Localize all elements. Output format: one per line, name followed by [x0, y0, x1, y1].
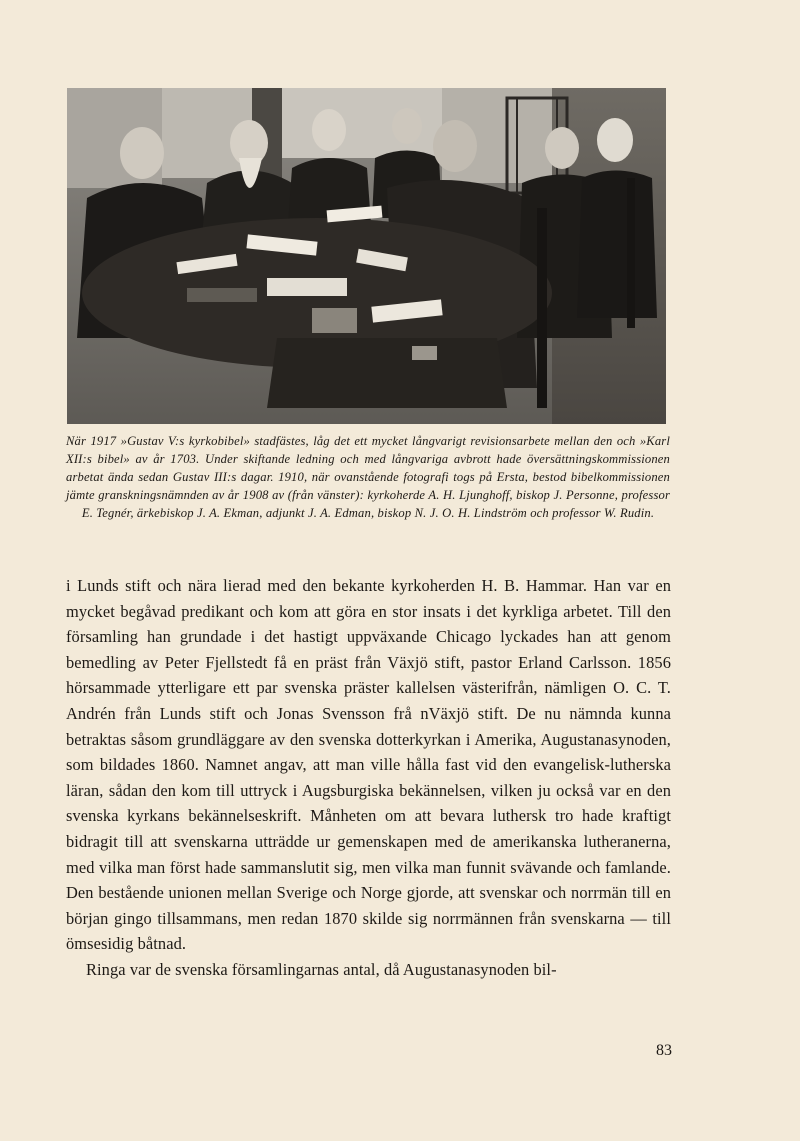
photograph-image	[67, 88, 666, 424]
photo-caption: När 1917 »Gustav V:s kyrkobibel» stadfästes, låg det ett mycket långvarigt revisionsarbete mellan den och »Karl XII:s bibel» av år 1703. Under skiftande ledning och med långvariga avbrott hade översättningskommissionen arbetat ända sedan Gustav III:s dagar. 1910, när ovanstående fotografi togs på Ersta, bestod bibelkommissionen jämte granskningsnämnden av år 1908 av (från vänster): kyrkoherde A. H. Ljunghoff, biskop J. Personne, professor E. Tegnér, ärkebiskop J. A. Ekman, adjunkt J. A. Edman, biskop N. J. O. H. Lindström och professor W. Rudin.	[66, 434, 670, 521]
body-text	[66, 573, 671, 983]
page-number: 83	[656, 1042, 672, 1059]
paragraph: i Lunds stift och nära lierad med den bekante kyrkoherden H. B. Hammar. Han var en mycket begåvad predikant och kom att göra en stor insats i det kyrkliga arbetet. Till den församling han grundade i det hastigt uppväxande Chicago lyckades han att genom bemedling av Peter Fjellstedt få en präst från Växjö stift, pastor Erland Carlsson. 1856 hörsammade ytterligare ett par svenska präster kallelsen västerifrån, nämligen O. C. T. Andrén från Lunds stift och Jonas Svensson frå nVäxjö stift. De nu nämnda kunna betraktas såsom grundläggare av den svenska dotterkyrkan i Amerika, Augustanasynoden, som bildades 1860. Namnet angav, att man ville hålla fast vid den evangelisk-lutherska läran, sådan den kom till uttryck i Augsburgiska bekännelsen, vilken ju också var en den svenska kyrkans bekännelseskrift. Månheten om att bevara luthersk tro hade kraftigt bidragit till att svenskarna utträdde ur gemenskapen med de amerikanska lutheranerna, med vilka man först hade sammanslutit sig, men vilka man funnit svävande och famlande. Den bestående unionen mellan Sverige och Norge gjorde, att svenskar och norrmän till en början gingo tillsammans, men redan 1870 skilde sig norrmännen från svenskarna — till ömsesidig båtnad.	[66, 576, 671, 954]
group-photograph	[67, 88, 666, 424]
paragraph: Ringa var de svenska församlingarnas antal, då Augustanasynoden bil-	[86, 959, 557, 979]
